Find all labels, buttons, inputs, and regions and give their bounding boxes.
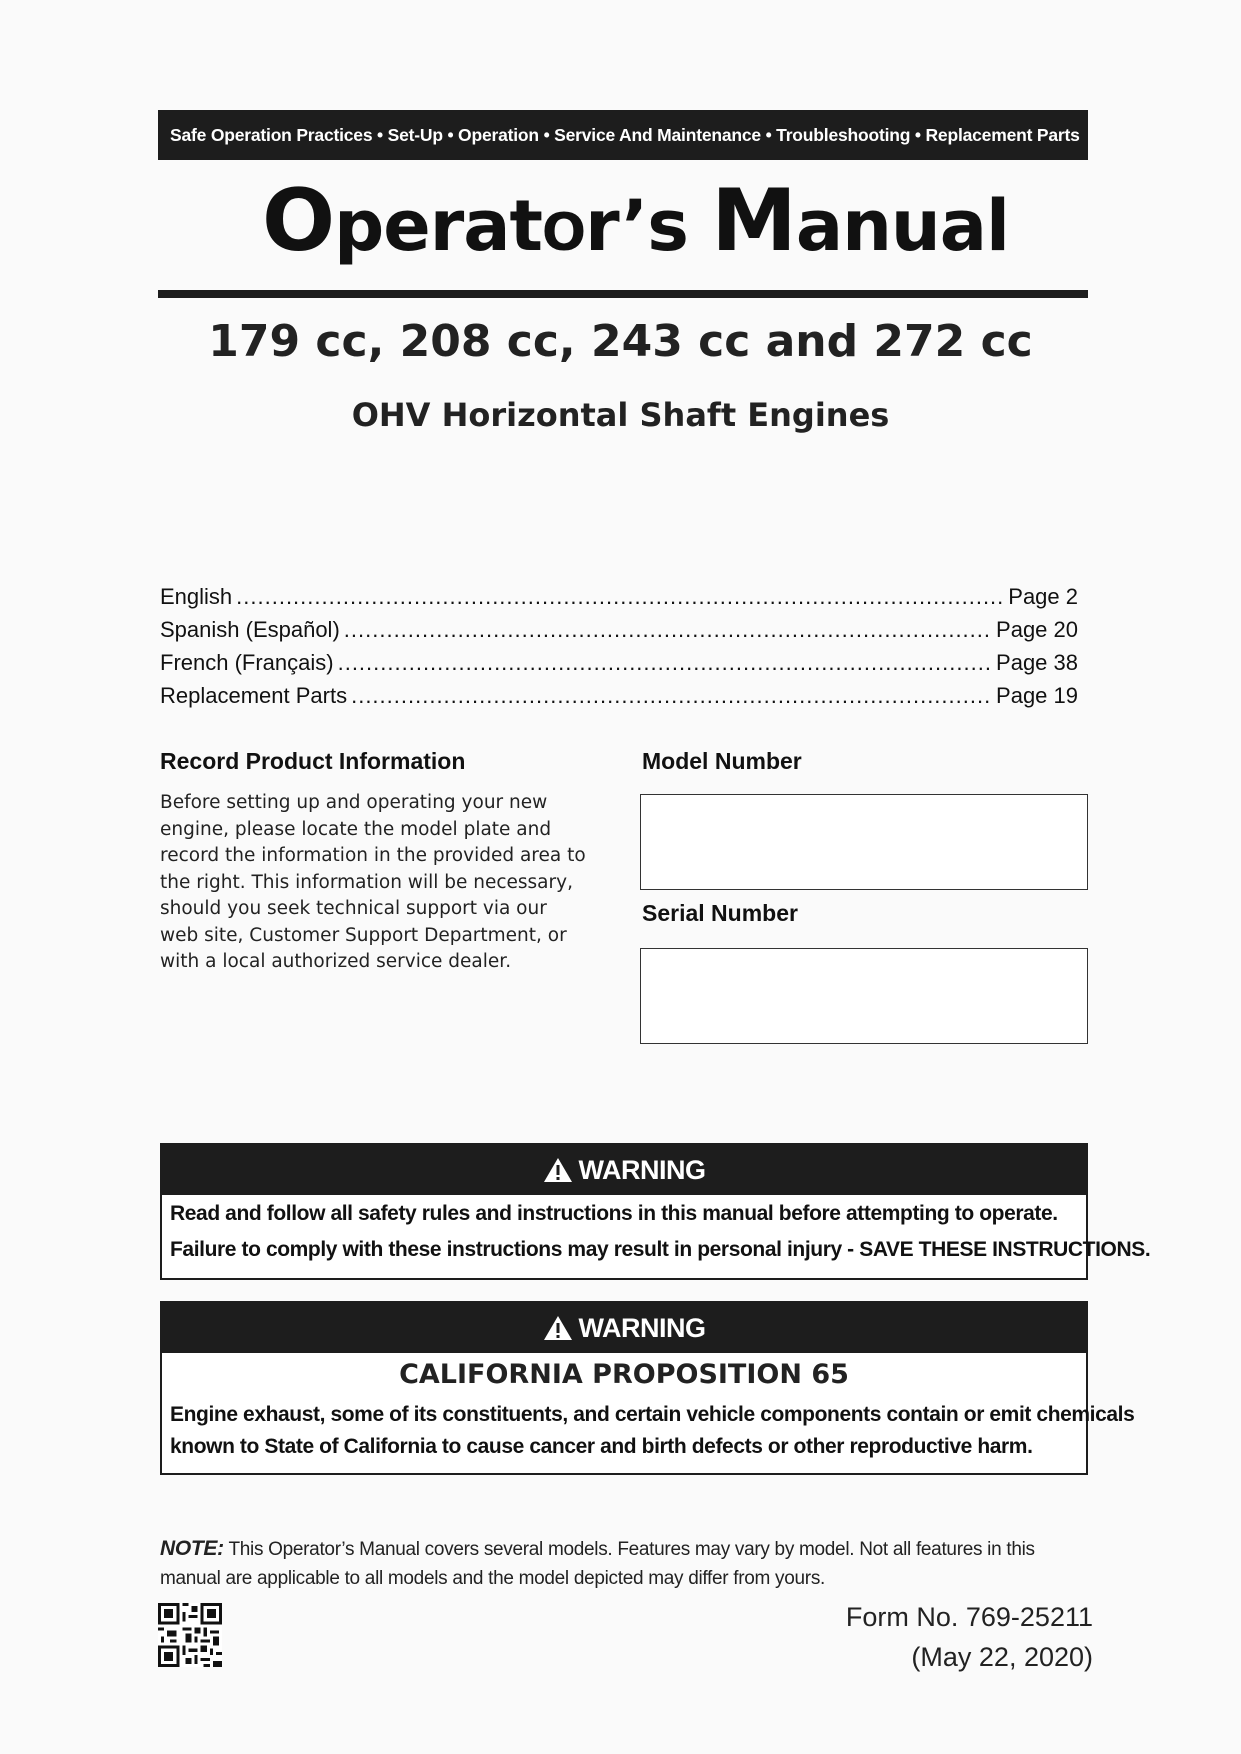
warning-line: known to State of California to cause cancer and birth defects or other reproductive harm. [170,1435,1033,1458]
title-part: O [262,171,335,271]
model-number-label: Model Number [642,748,802,774]
warning-header [162,1303,1086,1353]
language-index [160,584,1078,716]
warning-title: WARNING [578,1154,706,1185]
engine-type-subtitle: OHV Horizontal Shaft Engines [351,396,890,434]
manual-title [262,171,1009,271]
note-label: NOTE: [160,1537,224,1560]
prop65-title: CALIFORNIA PROPOSITION 65 [399,1359,849,1390]
toc-label: Replacement Parts [160,683,348,708]
form-date: (May 22, 2020) [911,1642,1093,1672]
warning-triangle-icon [543,1315,573,1341]
toc-leader [344,617,992,643]
toc-page: Page 2 [1008,584,1078,609]
model-number-box[interactable] [640,794,1088,890]
toc-row[interactable] [160,683,1078,716]
toc-leader [338,650,992,676]
record-info-text: Before setting up and operating your new engine, please locate the model plate and record the information in the provided area to the right. This information will be necessary, should you seek technical support via our web site, Customer Support Department, or with a local authorized service dealer. [160,792,586,972]
title-part: r’s [585,185,712,267]
toc-label: French (Français) [160,650,334,675]
toc-page: Page 19 [996,683,1078,708]
toc-row[interactable] [160,584,1078,617]
toc-page: Page 38 [996,650,1078,675]
warning-line: Failure to comply with these instructions may result in personal injury - SAVE THESE INSTRUCTIONS. [170,1238,1151,1261]
toc-row[interactable] [160,617,1078,650]
toc-row[interactable] [160,650,1078,683]
warning-line: Read and follow all safety rules and instructions in this manual before attempting to operate. [170,1202,1058,1225]
toc-leader [236,584,1004,610]
toc-page: Page 20 [996,617,1078,642]
toc-label: Spanish (Español) [160,617,340,642]
prop65-warning-box [160,1301,1135,1475]
title-part: M [711,171,796,271]
warning-triangle-icon [543,1157,573,1183]
safety-warning-box [160,1143,1151,1280]
warning-line: Engine exhaust, some of its constituents, and certain vehicle components contain or emit chemicals [170,1403,1135,1426]
warning-title: WARNING [578,1312,706,1343]
title-divider [158,290,1088,298]
record-info-heading: Record Product Information [160,748,466,774]
form-number-block [846,1597,1093,1677]
serial-number-box[interactable] [640,948,1088,1044]
form-number: Form No. 769-25211 [845,1602,1093,1632]
warning-header [162,1145,1086,1195]
toc-leader [351,683,992,709]
title-part: perat [334,185,542,267]
section-header-bar [158,110,1088,160]
engine-sizes: 179 cc, 208 cc, 243 cc and 272 cc [208,316,1033,367]
serial-number-label: Serial Number [642,900,798,926]
title-part: anual [795,185,1009,267]
qr-code-icon[interactable] [158,1603,222,1667]
section-list: Safe Operation Practices • Set-Up • Operation • Service And Maintenance • Troubleshooting • Replacement Parts [170,124,1080,145]
title-part: O [541,203,586,263]
toc-label: English [160,584,233,609]
model-note [160,1534,1090,1593]
note-text: This Operator’s Manual covers several models. Features may vary by model. Not all features in this manual are applicable to all models and the model depicted may differ from yours. [160,1539,1035,1589]
